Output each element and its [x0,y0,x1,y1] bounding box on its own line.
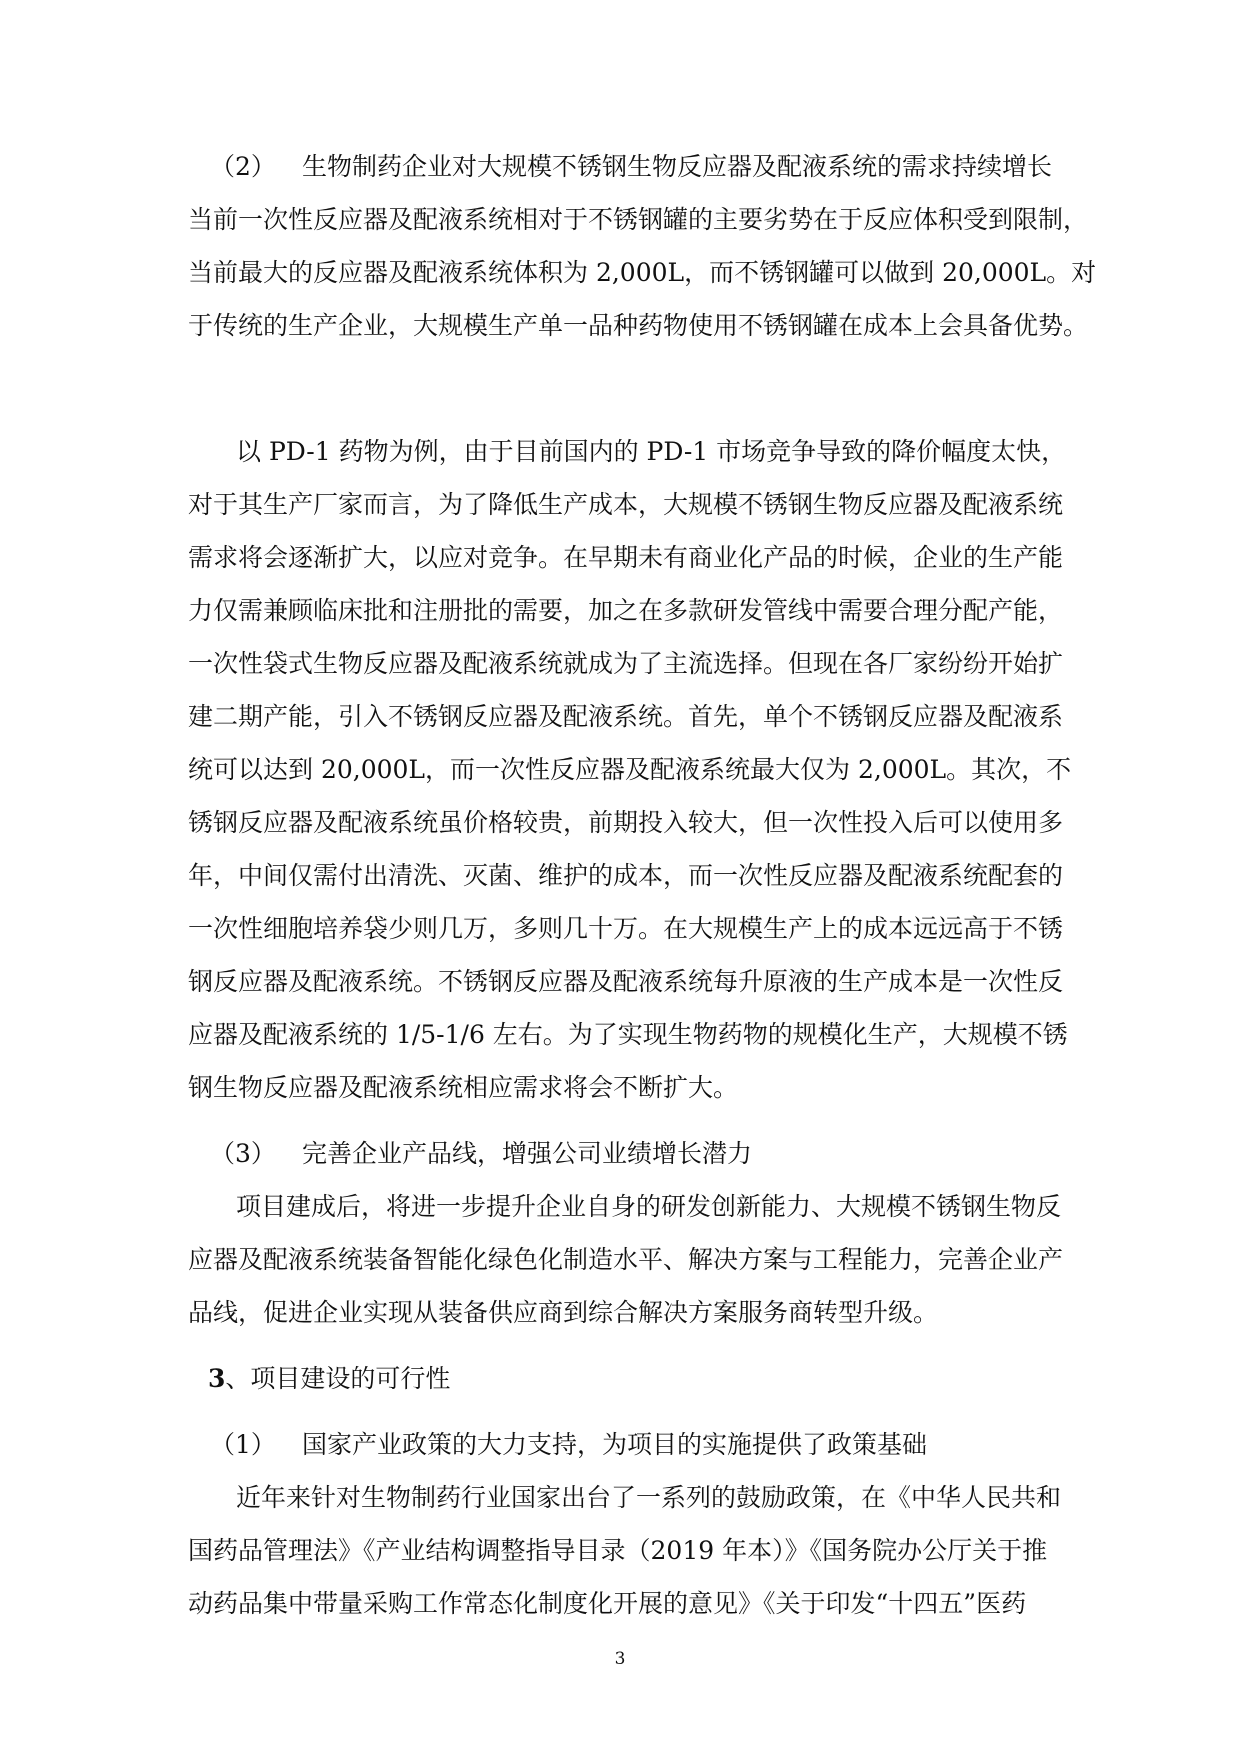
paragraph-line: 于传统的生产企业，大规模生产单一品种药物使用不锈钢罐在成本上会具备优势。 [188,311,1089,340]
paragraph-line: 钢反应器及配液系统。不锈钢反应器及配液系统每升原液的生产成本是一次性反 [188,967,1064,996]
paragraph-line: 当前一次性反应器及配液系统相对于不锈钢罐的主要劣势在于反应体积受到限制， [188,205,1089,234]
paragraph-line: 对于其生产厂家而言，为了降低生产成本，大规模不锈钢生物反应器及配液系统 [188,490,1064,519]
paragraph-line: 国药品管理法》《产业结构调整指导目录（2019 年本）》《国务院办公厅关于推 [188,1536,1048,1565]
paragraph-line: 一次性细胞培养袋少则几万，多则几十万。在大规模生产上的成本远远高于不锈 [188,914,1064,943]
paragraph-line: 动药品集中带量采购工作常态化制度化开展的意见》《关于印发“十四五”医药 [188,1589,1027,1618]
section-3-1-title: 国家产业政策的大力支持，为项目的实施提供了政策基础 [302,1430,928,1459]
paragraph-line: 年，中间仅需付出清洗、灭菌、维护的成本，而一次性反应器及配液系统配套的 [188,861,1064,890]
section-2-2-title: 生物制药企业对大规模不锈钢生物反应器及配液系统的需求持续增长 [302,152,1053,181]
section-3-title: 、项目建设的可行性 [225,1364,451,1393]
paragraph-line: 建二期产能，引入不锈钢反应器及配液系统。首先，单个不锈钢反应器及配液系 [188,702,1064,731]
paragraph-line: 钢生物反应器及配液系统相应需求将会不断扩大。 [188,1073,739,1102]
section-2-2-number: （2） [210,152,276,181]
paragraph-line: 项目建成后，将进一步提升企业自身的研发创新能力、大规模不锈钢生物反 [236,1192,1062,1221]
section-3-1-number: （1） [210,1430,276,1459]
paragraph-line: 统可以达到 20,000L，而一次性反应器及配液系统最大仅为 2,000L。其次，不 [188,755,1072,784]
paragraph-line: 一次性袋式生物反应器及配液系统就成为了主流选择。但现在各厂家纷纷开始扩 [188,649,1064,678]
paragraph-line: 当前最大的反应器及配液系统体积为 2,000L，而不锈钢罐可以做到 20,000L。对 [188,258,1097,287]
paragraph-line: 需求将会逐渐扩大，以应对竞争。在早期未有商业化产品的时候，企业的生产能 [188,543,1064,572]
paragraph-line: 以 PD-1 药物为例，由于目前国内的 PD-1 市场竞争导致的降价幅度太快， [236,437,1067,466]
paragraph-line: 锈钢反应器及配液系统虽价格较贵，前期投入较大，但一次性投入后可以使用多 [188,808,1064,837]
section-3-number: 3 [208,1364,226,1393]
section-2-3-number: （3） [210,1139,276,1168]
paragraph-line: 力仅需兼顾临床批和注册批的需要，加之在多款研发管线中需要合理分配产能， [188,596,1064,625]
paragraph-line: 品线，促进企业实现从装备供应商到综合解决方案服务商转型升级。 [188,1298,939,1327]
section-3-1-heading [210,1428,927,1462]
section-2-2-heading [210,150,1052,184]
paragraph-line: 应器及配液系统的 1/5-1/6 左右。为了实现生物药物的规模化生产，大规模不锈 [188,1020,1068,1049]
paragraph-line: 近年来针对生物制药行业国家出台了一系列的鼓励政策，在《中华人民共和 [236,1483,1062,1512]
section-3-heading [208,1362,450,1396]
section-2-3-heading [210,1137,752,1171]
page-number: 3 [614,1649,626,1669]
paragraph-line: 应器及配液系统装备智能化绿色化制造水平、解决方案与工程能力，完善企业产 [188,1245,1064,1274]
section-2-3-title: 完善企业产品线，增强公司业绩增长潜力 [302,1139,753,1168]
